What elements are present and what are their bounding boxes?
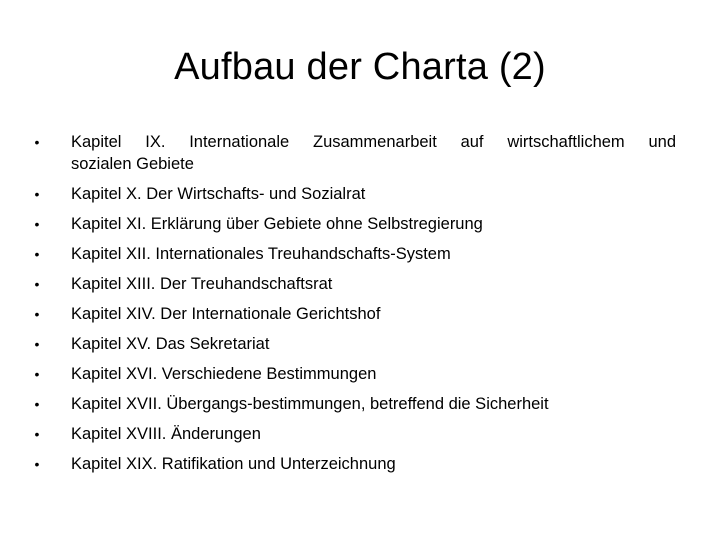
bullet-item-kapitel-xiv: [30, 299, 676, 329]
bullet-text: Kapitel XVI. Verschiedene Bestimmungen: [71, 365, 377, 383]
bullet-text: Kapitel XI. Erklärung über Gebiete ohne Selbstregierung: [71, 215, 483, 233]
bullet-text: [71, 131, 676, 175]
bullet-icon: •: [34, 134, 40, 150]
bullet-list: [30, 128, 676, 479]
bullet-icon: •: [34, 246, 40, 262]
bullet-icon: •: [34, 306, 40, 322]
bullet-icon: •: [34, 276, 40, 292]
bullet-text-line-2: sozialen Gebiete: [71, 155, 194, 173]
bullet-item-kapitel-ix: [30, 128, 676, 179]
bullet-icon: •: [34, 426, 40, 442]
bullet-icon: •: [34, 336, 40, 352]
bullet-item-kapitel-x: [30, 179, 676, 209]
bullet-icon: •: [34, 456, 40, 472]
bullet-item-kapitel-xvi: [30, 359, 676, 389]
bullet-icon: •: [34, 216, 40, 232]
bullet-text: Kapitel XVIII. Änderungen: [71, 425, 261, 443]
bullet-item-kapitel-xix: [30, 449, 676, 479]
bullet-item-kapitel-xviii: [30, 419, 676, 449]
bullet-text: Kapitel XII. Internationales Treuhandschafts-System: [71, 245, 451, 263]
bullet-text: Kapitel XIX. Ratifikation und Unterzeichnung: [71, 455, 396, 473]
bullet-icon: •: [34, 186, 40, 202]
bullet-text: Kapitel X. Der Wirtschafts- und Sozialrat: [71, 185, 366, 203]
bullet-text: Kapitel XVII. Übergangs-bestimmungen, betreffend die Sicherheit: [71, 395, 549, 413]
bullet-item-kapitel-xvii: [30, 389, 676, 419]
bullet-item-kapitel-xiii: [30, 269, 676, 299]
slide-title: Aufbau der Charta (2): [174, 46, 546, 88]
bullet-text: Kapitel XIII. Der Treuhandschaftsrat: [71, 275, 333, 293]
bullet-text: Kapitel XIV. Der Internationale Gerichtshof: [71, 305, 381, 323]
bullet-text: Kapitel XV. Das Sekretariat: [71, 335, 270, 353]
bullet-icon: •: [34, 396, 40, 412]
bullet-item-kapitel-xii: [30, 239, 676, 269]
bullet-icon: •: [34, 366, 40, 382]
bullet-item-kapitel-xv: [30, 329, 676, 359]
bullet-item-kapitel-xi: [30, 209, 676, 239]
bullet-text-line-1: Kapitel IX. Internationale Zusammenarbeit auf wirtschaftlichem und: [71, 133, 676, 151]
